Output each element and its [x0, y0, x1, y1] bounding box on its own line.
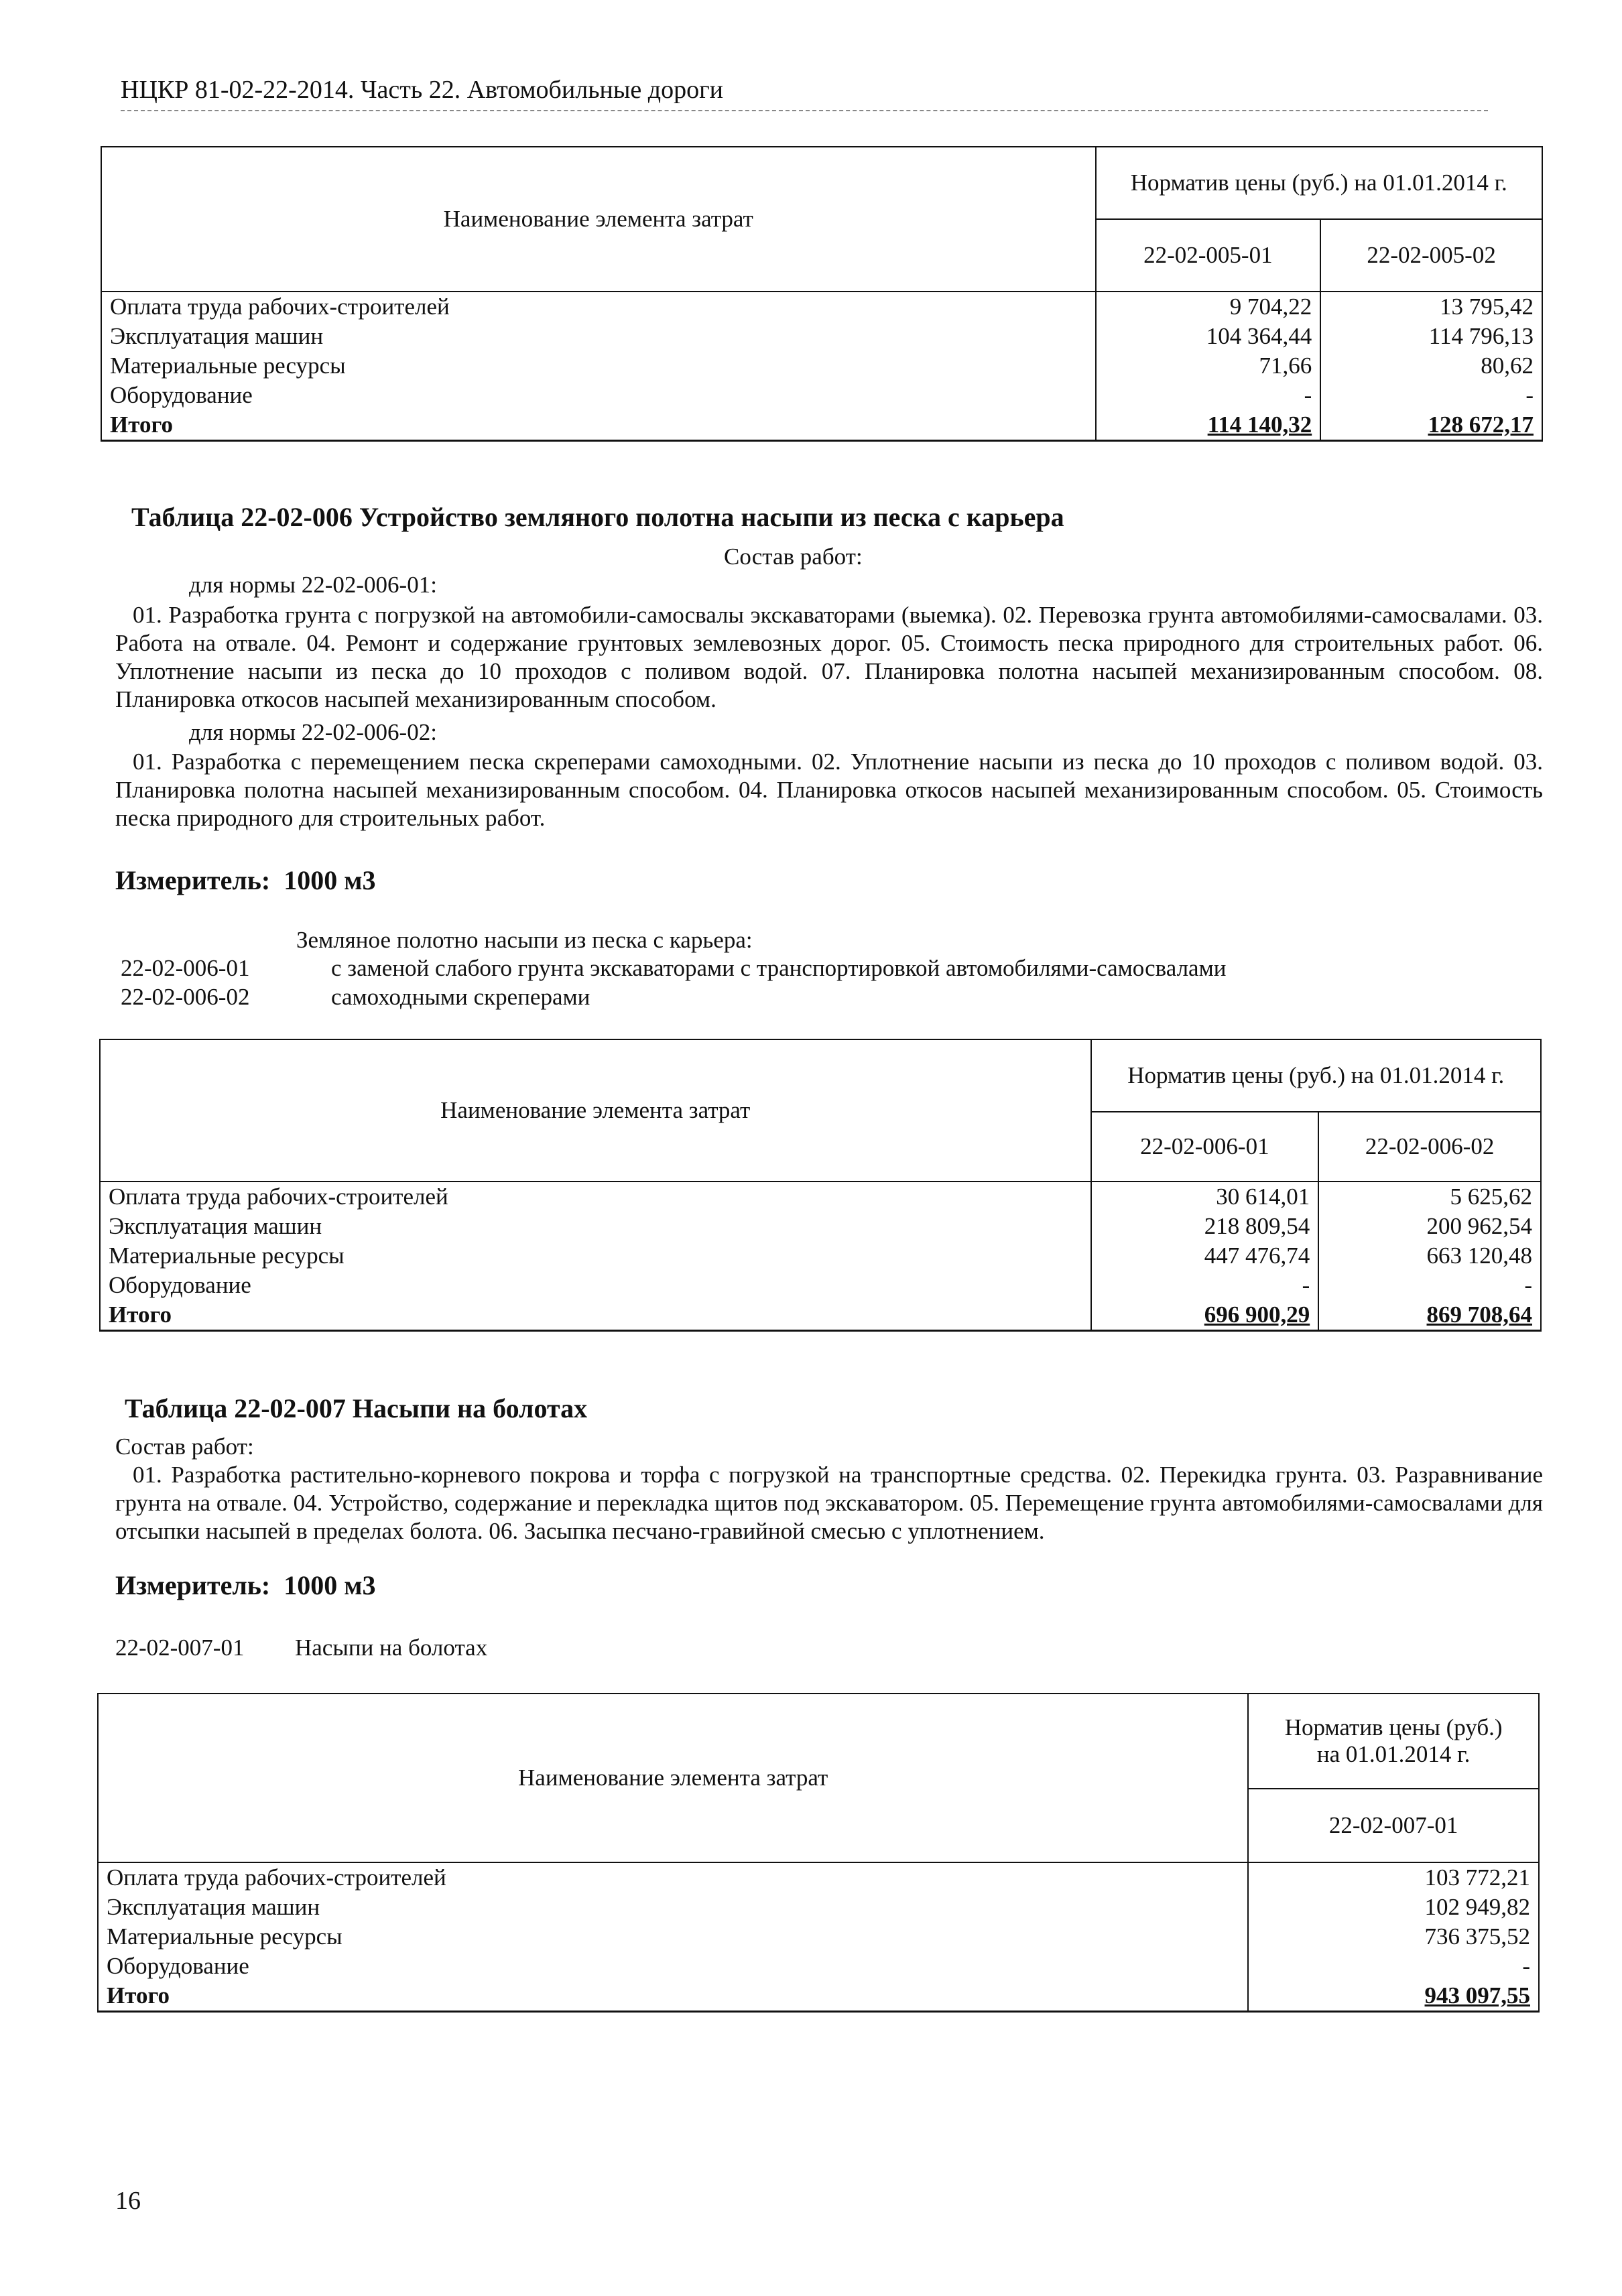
cost-value: 736 375,52 — [1248, 1922, 1539, 1952]
total-row — [101, 410, 1542, 441]
norm-label: для нормы 22-02-006-01: — [189, 572, 437, 598]
table-row — [98, 1922, 1539, 1952]
cost-name: Материальные ресурсы — [98, 1922, 1248, 1952]
measure-unit: Измеритель: 1000 м3 — [115, 865, 376, 895]
cost-name: Оплата труда рабочих-строителей — [98, 1862, 1248, 1893]
code-header: 22-02-005-01 — [1096, 219, 1321, 292]
item-text: самоходными скреперами — [331, 984, 590, 1010]
table-row — [101, 322, 1542, 351]
section-title: Таблица 22-02-007 Насыпи на болотах — [125, 1393, 588, 1423]
works-label: Состав работ: — [724, 544, 863, 570]
total-value: 869 708,64 — [1318, 1300, 1541, 1331]
total-value: 128 672,17 — [1320, 410, 1542, 441]
total-row — [100, 1300, 1541, 1331]
cost-value: 447 476,74 — [1091, 1241, 1319, 1271]
total-value: 943 097,55 — [1248, 1981, 1539, 2012]
item-code: 22-02-006-02 — [121, 984, 250, 1010]
cost-value: 30 614,01 — [1091, 1182, 1319, 1212]
table-row — [100, 1182, 1541, 1212]
table-row — [100, 1241, 1541, 1271]
total-label: Итого — [100, 1300, 1091, 1331]
table-row — [98, 1862, 1539, 1893]
subject-label: Земляное полотно насыпи из песка с карьера: — [296, 927, 753, 953]
col-header-name: Наименование элемента затрат — [101, 147, 1096, 292]
code-header: 22-02-006-02 — [1318, 1112, 1541, 1182]
works-label: Состав работ: — [115, 1433, 254, 1460]
cost-name: Эксплуатация машин — [98, 1893, 1248, 1922]
cost-value: 200 962,54 — [1318, 1212, 1541, 1241]
cost-value: 80,62 — [1320, 351, 1542, 381]
cost-value: - — [1096, 381, 1321, 410]
header-rule — [121, 110, 1488, 111]
works-paragraph: 01. Разработка с перемещением песка скреперами самоходными. 02. Уплотнение насыпи из песка до 10 проходов с поливом водой. 03. Планировка полотна насыпей механизированным способом. 04. Планировка откосов насыпей механизированным способом. 05. Стоимость песка природного для строительных работ. — [115, 749, 1543, 831]
cost-name: Эксплуатация машин — [100, 1212, 1091, 1241]
item-text: с заменой слабого грунта экскаваторами с транспортировкой автомобилями-самосвалами — [331, 955, 1227, 981]
cost-table-006 — [99, 1039, 1542, 1332]
cost-value: 102 949,82 — [1248, 1893, 1539, 1922]
cost-name: Материальные ресурсы — [101, 351, 1096, 381]
cost-name: Оплата труда рабочих-строителей — [101, 292, 1096, 322]
works-paragraph: 01. Разработка грунта с погрузкой на автомобили-самосвалы экскаваторами (выемка). 02. Перевозка грунта автомобилями-самосвалами. 03. Работа на отвале. 04. Ремонт и содержание грунтовых землевозных дорог. 05. Стоимость песка природного для строительных работ. 06. Уплотнение насыпи из песка до 10 проходов с поливом водой. 07. Планировка полотна насыпей механизированным способом. 08. Планировка откосов насыпей механизированным способом. — [115, 602, 1543, 712]
measure-unit: Измеритель: 1000 м3 — [115, 1570, 376, 1600]
col-header-name: Наименование элемента затрат — [100, 1039, 1091, 1182]
running-header: НЦКР 81-02-22-2014. Часть 22. Автомобильные дороги — [121, 76, 724, 104]
cost-name: Материальные ресурсы — [100, 1241, 1091, 1271]
cost-value: 103 772,21 — [1248, 1862, 1539, 1893]
table-row — [101, 381, 1542, 410]
col-header-norm: Норматив цены (руб.) на 01.01.2014 г. — [1096, 147, 1543, 219]
cost-table-005 — [101, 146, 1543, 442]
cost-name: Оборудование — [101, 381, 1096, 410]
section-title: Таблица 22-02-006 Устройство земляного полотна насыпи из песка с карьера — [131, 502, 1064, 532]
cost-value: 663 120,48 — [1318, 1241, 1541, 1271]
total-label: Итого — [101, 410, 1096, 441]
item-text: Насыпи на болотах — [295, 1635, 488, 1661]
table-row — [101, 351, 1542, 381]
item-code: 22-02-006-01 — [121, 955, 250, 981]
col-header-norm — [1248, 1694, 1539, 1789]
code-header: 22-02-005-02 — [1320, 219, 1542, 292]
cost-value: - — [1320, 381, 1542, 410]
cost-value: 5 625,62 — [1318, 1182, 1541, 1212]
page-number: 16 — [115, 2187, 141, 2215]
item-code: 22-02-007-01 — [115, 1635, 245, 1661]
cost-table-007 — [97, 1693, 1540, 2013]
total-row — [98, 1981, 1539, 2012]
total-label: Итого — [98, 1981, 1248, 2012]
table-row — [98, 1893, 1539, 1922]
col-header-norm-line2: на 01.01.2014 г. — [1316, 1741, 1471, 1767]
total-value: 114 140,32 — [1096, 410, 1321, 441]
cost-value: 104 364,44 — [1096, 322, 1321, 351]
code-header: 22-02-006-01 — [1091, 1112, 1319, 1182]
cost-name: Эксплуатация машин — [101, 322, 1096, 351]
col-header-norm-line1: Норматив цены (руб.) — [1284, 1714, 1503, 1740]
cost-value: 218 809,54 — [1091, 1212, 1319, 1241]
cost-name: Оборудование — [98, 1952, 1248, 1981]
cost-value: - — [1318, 1271, 1541, 1300]
cost-value: 114 796,13 — [1320, 322, 1542, 351]
col-header-norm: Норматив цены (руб.) на 01.01.2014 г. — [1091, 1039, 1542, 1112]
cost-value: 13 795,42 — [1320, 292, 1542, 322]
cost-value: - — [1091, 1271, 1319, 1300]
table-row — [98, 1952, 1539, 1981]
cost-value: 9 704,22 — [1096, 292, 1321, 322]
code-header: 22-02-007-01 — [1248, 1789, 1539, 1862]
table-row — [100, 1271, 1541, 1300]
col-header-name: Наименование элемента затрат — [98, 1694, 1248, 1862]
cost-value: 71,66 — [1096, 351, 1321, 381]
cost-value: - — [1248, 1952, 1539, 1981]
cost-name: Оборудование — [100, 1271, 1091, 1300]
table-row — [101, 292, 1542, 322]
table-row — [100, 1212, 1541, 1241]
norm-label: для нормы 22-02-006-02: — [189, 719, 437, 745]
total-value: 696 900,29 — [1091, 1300, 1319, 1331]
cost-name: Оплата труда рабочих-строителей — [100, 1182, 1091, 1212]
works-paragraph: 01. Разработка растительно-корневого покрова и торфа с погрузкой на транспортные средства. 02. Перекидка грунта. 03. Разравнивание грунта на отвале. 04. Устройство, содержание и перекладка щитов под экскаватором. 05. Перемещение грунта автомобилями-самосвалами для отсыпки насыпей в пределах болота. 06. Засыпка песчано-гравийной смесью с уплотнением. — [115, 1462, 1543, 1544]
